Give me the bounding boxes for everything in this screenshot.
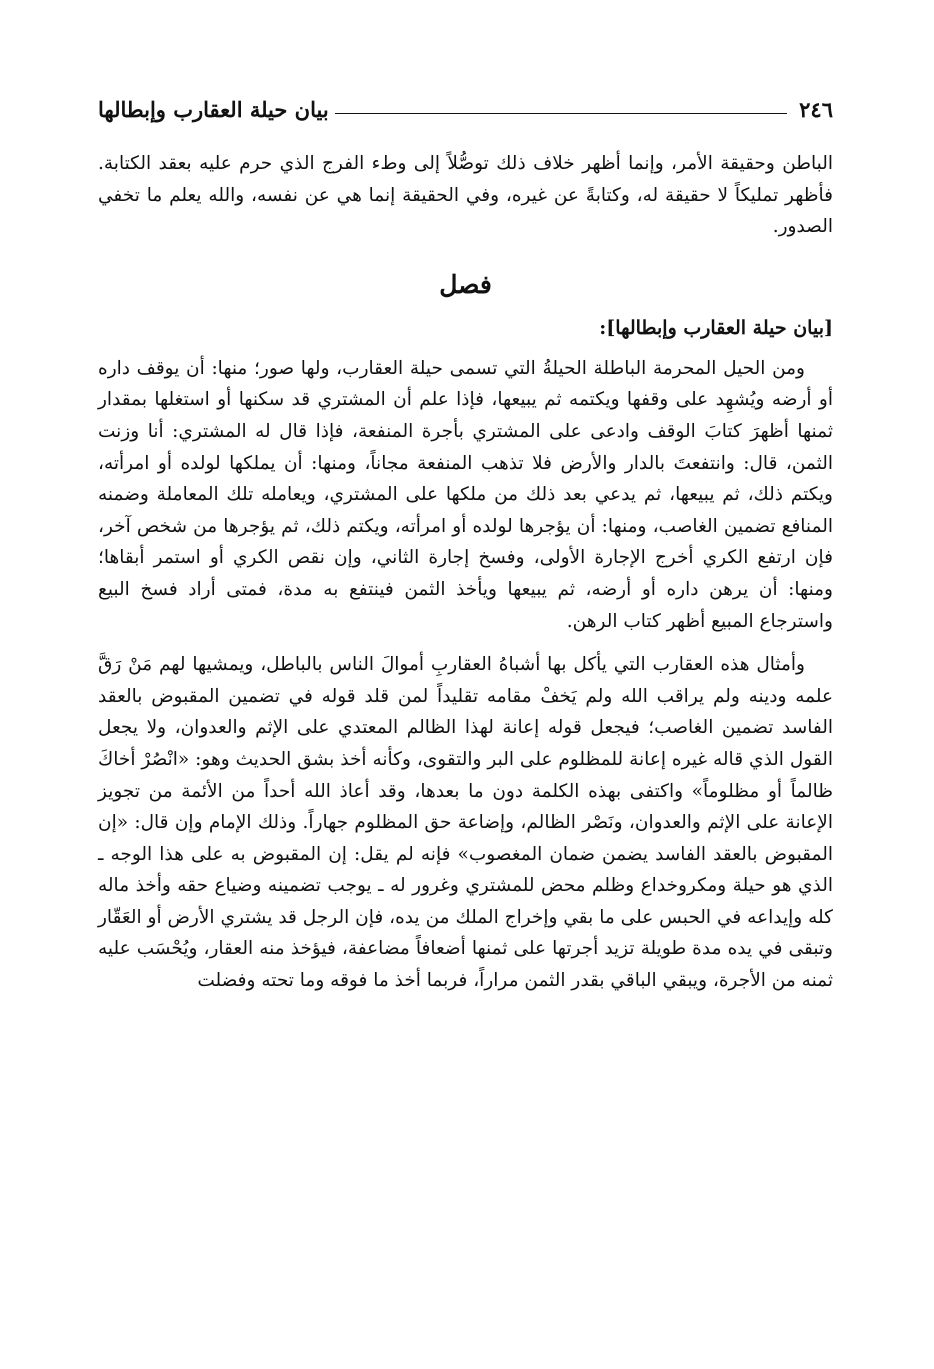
paragraph-1: ومن الحيل المحرمة الباطلة الحيلةُ التي تسمى حيلة العقارب، ولها صور؛ منها: أن يوقف داره أو أرضه ويُشهِد على وقفها ويكتمه ثم يبيعها، فإذا علم أن المشتري قد سكنها أو استغلها بمقدار ثمنها أظهرَ كتابَ الوقف وادعى على المشتري بأجرة المنفعة، فإذا قال له المشتري: أنا وزنت الثمن، قال: وانتفعتَ بالدار والأرض فلا تذهب المنفعة مجاناً، ومنها: أن يملكها لولده أو امرأته، ويكتم ذلك، ثم يبيعها، ثم يدعي بعد ذلك من ملكها على المشتري، ويعامله تلك المعاملة وضمنه المنافع تضمين الغاصب، ومنها: أن يؤجرها لولده أو امرأته، ويكتم ذلك، ثم يؤجرها من شخص آخر، فإن ارتفع الكري أخرج الإجارة الأولى، وفسخ إجارة الثاني، وإن نقص الكري أو استمر أبقاها؛ ومنها: أن يرهن داره أو أرضه، ثم يبيعها ويأخذ الثمن فينتفع به مدة، فمتى أراد فسخ البيع واسترجاع المبيع أظهر كتاب الرهن. — [98, 357, 833, 632]
header-rule — [335, 113, 787, 114]
subheading: [بيان حيلة العقارب وإبطالها]: — [599, 316, 833, 339]
running-head-title: بيان حيلة العقارب وإبطالها — [98, 97, 329, 122]
section-heading: فصل — [439, 269, 492, 299]
page-number: ٢٤٦ — [799, 97, 833, 122]
body-text — [98, 148, 833, 997]
running-head — [98, 88, 833, 122]
intro-paragraph: الباطن وحقيقة الأمر، وإنما أظهر خلاف ذلك توصُّلاً إلى وطء الفرج الذي حرم عليه بعقد الكتابة. فأظهر تمليكاً لا حقيقة له، وكتابةً عن غيره، وفي الحقيقة إنما هي عن نفسه، والله يعلم ما تخفي الصدور. — [98, 153, 833, 238]
paragraph-2: وأمثال هذه العقارب التي يأكل بها أشباهُ العقاربِ أموالَ الناس بالباطل، ويمشيها لهم مَنْ رَقَّ علمه ودينه ولم يراقب الله ولم يَخفْ مقامه تقليداً لمن قلد قوله في تضمين المقبوض بالعقد الفاسد تضمين الغاصب؛ فيجعل قوله إعانة لهذا الظالم المعتدي على الإثم والعدوان، ولا يجعل القول الذي قاله غيره إعانة للمظلوم على البر والتقوى، وكأنه أخذ بشق الحديث وهو: «انْصُرْ أخاكَ ظالماً أو مظلوماً» واكتفى بهذه الكلمة دون ما بعدها، وقد أعاذ الله أحداً من الأئمة من تجويز الإعانة على الإثم والعدوان، ونَصْر الظالم، وإضاعة حق المظلوم جهاراً. وذلك الإمام وإن قال: «إن المقبوض بالعقد الفاسد يضمن ضمان المغصوب» فإنه لم يقل: إن المقبوض به على هذا الوجه ـ الذي هو حيلة ومكروخداع وظلم محض للمشتري وغرور له ـ يوجب تضمينه وضياع حقه وأخذ ماله كله وإيداعه في الحبس على ما بقي وإخراج الملك من يده، فإن الرجل قد يشتري الأرض أو العَقّار وتبقى في يده مدة طويلة تزيد أجرتها على ثمنها أضعافاً مضاعفة، فيؤخذ منه العقار، ويُحْسَب عليه ثمنه من الأجرة، ويبقي الباقي بقدر الثمن مراراً، فربما أخذ ما فوقه وما تحته وفضلت — [98, 654, 833, 992]
